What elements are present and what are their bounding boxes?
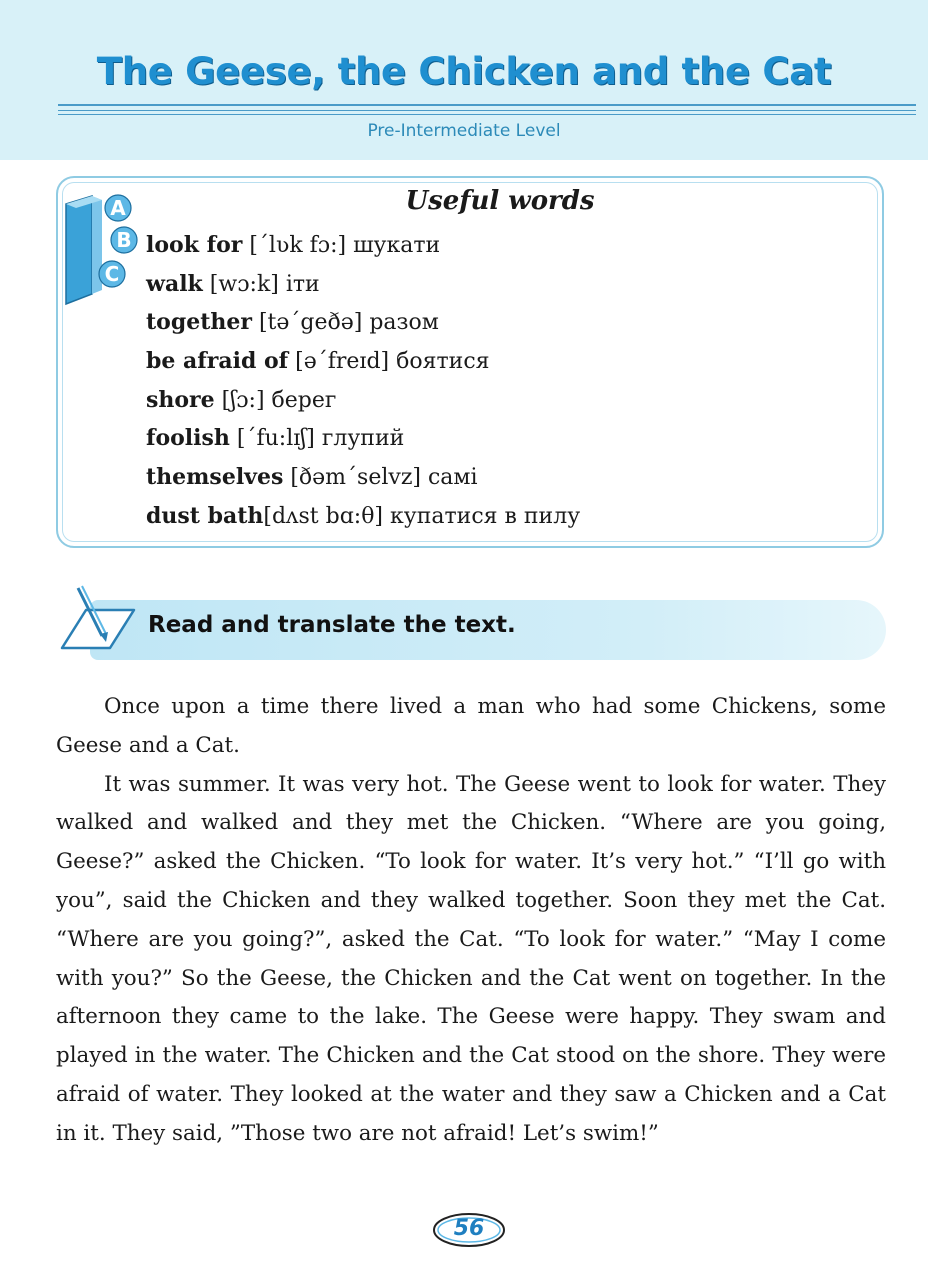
- useful-words-list: [146, 226, 580, 536]
- word-term: walk: [146, 270, 203, 297]
- word-translation: [təˊgeðə] разом: [251, 310, 439, 336]
- svg-text:B: B: [116, 228, 132, 252]
- word-translation: [əˊfreɪd] боятися: [288, 349, 490, 375]
- useful-words-heading: Useful words: [405, 186, 595, 216]
- list-item: [146, 303, 580, 342]
- word-term: be afraid of: [146, 348, 289, 375]
- abc-book-icon: [62, 190, 142, 306]
- word-term: together: [146, 309, 252, 336]
- word-term: dust bath: [146, 502, 264, 529]
- list-item: [146, 419, 580, 458]
- word-term: look for: [146, 232, 243, 258]
- page-title: The Geese, the Chicken and the Cat: [96, 50, 832, 93]
- word-translation: [ˊlʋk fɔ:] шукати: [242, 233, 441, 258]
- level-label: Pre-Intermediate Level: [367, 121, 561, 141]
- word-translation: [dʌst bɑ:θ] купатися в пилу: [263, 503, 581, 529]
- list-item: [146, 497, 580, 536]
- svg-text:A: A: [110, 196, 126, 220]
- title-rule: [58, 110, 916, 111]
- word-term: shore: [146, 386, 215, 413]
- story-text: [56, 688, 886, 1154]
- title-rule: [58, 114, 916, 115]
- word-translation: [ʃɔ:] берег: [214, 387, 337, 413]
- list-item: [146, 458, 580, 497]
- word-term: foolish: [146, 425, 230, 452]
- list-item: [146, 226, 580, 265]
- word-term: themselves: [146, 464, 284, 491]
- list-item: [146, 342, 580, 381]
- pencil-icon: [58, 584, 138, 656]
- list-item: [146, 265, 580, 304]
- title-rule: [58, 104, 916, 106]
- list-item: [146, 381, 580, 420]
- story-paragraph: Once upon a time there lived a man who had some Chickens, some Geese and a Cat.: [56, 694, 886, 758]
- word-translation: [wɔ:k] іти: [202, 271, 320, 297]
- svg-text:C: C: [104, 262, 120, 286]
- word-translation: [ˊfu:lɪʃ] глупий: [229, 426, 405, 452]
- page-number: 56: [453, 1216, 485, 1241]
- story-paragraph: It was summer. It was very hot. The Geese went to look for water. They walked and walked and they met the Chicken. “Where are you going, Geese?” asked the Chicken. “To look for water. It’s very hot.” “I’ll go with you”, said the Chicken and they walked together. Soon they met the Cat. “Where are you going?”, asked the Cat. “To look for water.” “May I come with you?” So the Geese, the Chicken and the Cat went on together. In the afternoon they came to the lake. The Geese were happy. They swam and played in the water. The Chicken and the Cat stood on the shore. They were afraid of water. They looked at the water and they saw a Chicken and a Cat in it. They said, ”Those two are not afraid! Let’s swim!”: [56, 771, 886, 1146]
- word-translation: [ðəmˊselvz] самі: [283, 465, 478, 491]
- task-instruction: Read and translate the text.: [148, 612, 516, 638]
